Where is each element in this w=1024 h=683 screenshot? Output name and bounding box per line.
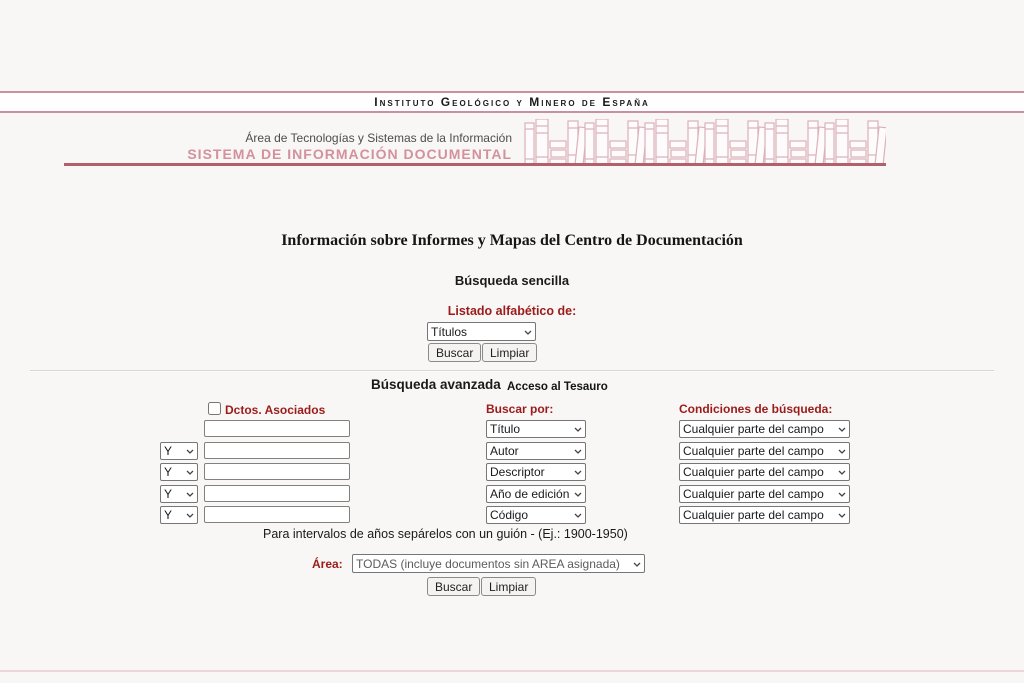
condition-select-5-wrap	[679, 506, 850, 524]
search-value-input-4[interactable]	[204, 485, 350, 502]
operator-select-3-wrap	[160, 463, 198, 481]
area-select-wrap	[352, 554, 645, 573]
operator-select-5-wrap	[160, 506, 198, 524]
operator-select-4[interactable]	[160, 485, 198, 503]
field-select-3[interactable]	[486, 463, 586, 481]
search-value-input-2[interactable]	[204, 442, 350, 459]
field-select-4-wrap	[486, 485, 586, 503]
simple-buscar-button[interactable]: Buscar	[428, 343, 481, 362]
buscar-por-label: Buscar por:	[486, 402, 554, 416]
field-select-5[interactable]	[486, 506, 586, 524]
operator-select-2-wrap	[160, 442, 198, 460]
search-value-input-3[interactable]	[204, 463, 350, 480]
search-value-input-1[interactable]	[204, 420, 350, 437]
institute-banner	[0, 93, 1024, 111]
field-select-4[interactable]	[486, 485, 586, 503]
thesaurus-link[interactable]: Acceso al Tesauro	[507, 381, 608, 393]
section-divider	[30, 370, 994, 372]
advanced-search-heading: Búsqueda avanzada	[371, 377, 501, 392]
search-value-input-5[interactable]	[204, 506, 350, 523]
header-underline	[64, 163, 886, 166]
field-select-1-wrap	[486, 420, 586, 438]
year-range-note: Para intervalos de años sepárelos con un guión - (Ej.: 1900-1950)	[263, 527, 628, 541]
area-label: Área:	[312, 557, 343, 571]
page-title: Información sobre Informes y Mapas del Centro de Documentación	[281, 232, 743, 249]
condition-select-4-wrap	[679, 485, 850, 503]
condition-select-2-wrap	[679, 442, 850, 460]
assoc-docs-label: Dctos. Asociados	[225, 403, 326, 417]
header-text-block	[187, 131, 512, 163]
top-divider-line-2	[0, 111, 1024, 113]
field-select-1[interactable]	[486, 420, 586, 438]
condition-select-5[interactable]	[679, 506, 850, 524]
operator-select-4-wrap	[160, 485, 198, 503]
condition-select-1-wrap	[679, 420, 850, 438]
system-name: SISTEMA DE INFORMACIÓN DOCUMENTAL	[187, 146, 512, 162]
operator-select-5[interactable]	[160, 506, 198, 524]
condition-select-2[interactable]	[679, 442, 850, 460]
advanced-limpiar-button[interactable]: Limpiar	[481, 577, 536, 596]
condition-select-4[interactable]	[679, 485, 850, 503]
field-select-5-wrap	[486, 506, 586, 524]
condition-select-3-wrap	[679, 463, 850, 481]
department-line: Área de Tecnologías y Sistemas de la Información	[245, 131, 512, 145]
field-select-3-wrap	[486, 463, 586, 481]
bookshelf-graphic	[524, 119, 886, 166]
alphabetic-list-select[interactable]	[427, 322, 536, 341]
operator-select-3[interactable]	[160, 463, 198, 481]
simple-limpiar-button[interactable]: Limpiar	[482, 343, 537, 362]
field-select-2[interactable]	[486, 442, 586, 460]
field-select-2-wrap	[486, 442, 586, 460]
institute-name: Instituto Geológico y Minero de España	[374, 95, 650, 109]
advanced-buscar-button[interactable]: Buscar	[427, 577, 480, 596]
assoc-docs-checkbox[interactable]	[208, 402, 221, 415]
alphabetic-list-select-wrap	[427, 322, 536, 341]
area-select[interactable]	[352, 554, 645, 573]
condition-select-3[interactable]	[679, 463, 850, 481]
condiciones-label: Condiciones de búsqueda:	[679, 402, 833, 416]
alphabetic-list-label: Listado alfabético de:	[447, 304, 577, 318]
operator-select-2[interactable]	[160, 442, 198, 460]
simple-search-heading: Búsqueda sencilla	[454, 273, 570, 288]
bottom-divider-line	[0, 670, 1024, 672]
condition-select-1[interactable]	[679, 420, 850, 438]
